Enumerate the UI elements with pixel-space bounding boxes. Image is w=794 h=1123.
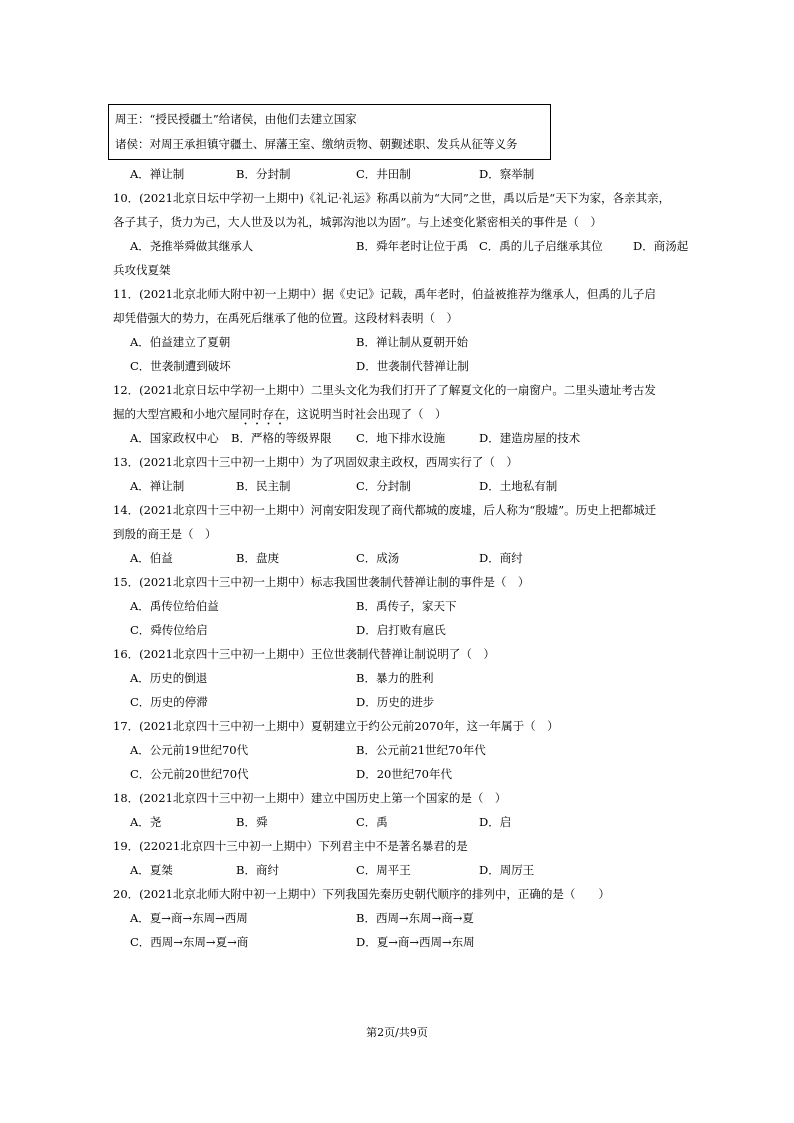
q13-option-c[interactable]: C．分封制 [356,479,411,493]
q20-option-c[interactable]: C．西周→东周→夏→商 [130,935,249,949]
q12-stem-line-2 [113,406,447,428]
q17-option-a[interactable]: A．公元前19世纪70代 [130,743,249,757]
q18-option-c[interactable]: C．禹 [356,815,388,829]
q11-option-a[interactable]: A．伯益建立了夏朝 [130,335,231,349]
q12-emphasized-text: 同时存在 [239,407,286,421]
q14-option-c[interactable]: C．成汤 [356,551,400,565]
q10-stem-line-1: 10．(2021北京日坛中学初一上期中)《礼记·礼运》称禹以前为“大同”之世，禹以后是“天下为家，各亲其亲， [113,191,671,205]
q12-option-c[interactable]: C．地下排水设施 [356,431,446,445]
source-material-box [108,104,551,160]
q15-option-d[interactable]: D．启打败有扈氏 [356,623,446,637]
q12-option-a[interactable]: A．国家政权中心 [130,431,219,445]
q17-stem-line-1: 17．(2021北京四十三中初一上期中）夏朝建立于约公元前2070年，这一年属于（ ） [113,719,559,733]
q18-option-a[interactable]: A．尧 [130,815,162,829]
q16-option-d[interactable]: D．历史的进步 [356,695,435,709]
q10-option-d[interactable]: D．商汤起 [633,239,689,253]
q19-option-c[interactable]: C．周平王 [356,863,411,877]
q14-option-a[interactable]: A．伯益 [130,551,173,565]
q15-option-a[interactable]: A．禹传位给伯益 [130,599,219,613]
q17-option-c[interactable]: C．公元前20世纪70代 [130,767,249,781]
q17-option-b[interactable]: B．公元前21世纪70年代 [356,743,486,757]
q12-option-b[interactable]: B．严格的等级界限 [231,431,332,445]
q11-option-b[interactable]: B．禅让制从夏朝开始 [356,335,468,349]
q15-option-b[interactable]: B．禹传子，家天下 [356,599,457,613]
q15-option-c[interactable]: C．舜传位给启 [130,623,208,637]
q12-option-d[interactable]: D．建造房屋的技术 [479,431,581,445]
q19-option-b[interactable]: B．商纣 [236,863,279,877]
q10-option-a[interactable]: A．尧推举舜做其继承人 [130,239,254,253]
q14-option-b[interactable]: B．盘庚 [236,551,279,565]
q20-option-d[interactable]: D．夏→商→西周→东周 [356,935,475,949]
q19-option-a[interactable]: A．夏桀 [130,863,173,877]
q19-stem-line-1: 19．(22021北京四十三中初一上期中）下列君主中不是著名暴君的是 [113,839,468,853]
q13-stem-line-1: 13．(2021北京四十三中初一上期中）为了巩固奴隶主政权，西周实行了（ ） [113,455,518,469]
box-line-2: 诸侯：对周王承担镇守疆土、屏藩王室、缴纳贡物、朝觐述职、发兵从征等义务 [115,137,518,151]
q11-stem-line-2: 却凭借强大的势力，在禹死后继承了他的位置。这段材料表明（ ） [113,311,458,325]
q15-stem-line-1: 15．(2021北京四十三中初一上期中）标志我国世袭制代替禅让制的事件是（ ） [113,575,530,589]
q20-stem-line-1: 20．(2021北京北师大附中初一上期中）下列我国先秦历史朝代顺序的排列中，正确的是（ ） [113,887,610,901]
q10-option-b[interactable]: B．舜年老时让位于禹 [356,239,468,253]
q10-option-c[interactable]: C．禹的儿子启继承其位 [479,239,603,253]
q10-option-d-continued: 兵攻伐夏桀 [113,263,171,277]
page-number-footer: 第2页/共9页 [366,1026,428,1039]
q9-option-d[interactable]: D．察举制 [479,167,535,181]
q17-option-d[interactable]: D．20世纪70年代 [356,767,452,781]
q18-option-b[interactable]: B．舜 [236,815,268,829]
q14-option-d[interactable]: D．商纣 [479,551,523,565]
q14-stem-line-1: 14．(2021北京四十三中初一上期中）河南安阳发现了商代都城的废墟，后人称为“殷墟”。历史上把都城迁 [113,503,657,517]
q18-stem-line-1: 18．(2021北京四十三中初一上期中）建立中国历史上第一个国家的是（ ） [113,791,507,805]
q12-stem-line-1: 12．(2021北京日坛中学初一上期中）二里头文化为我们打开了了解夏文化的一扇窗户。二里头遗址考古发 [113,383,656,397]
q20-option-b[interactable]: B．西周→东周→商→夏 [356,911,474,925]
q16-option-b[interactable]: B．暴力的胜利 [356,671,434,685]
q16-option-c[interactable]: C．历史的停滞 [130,695,208,709]
q11-option-d[interactable]: D．世袭制代替禅让制 [356,359,469,373]
q12-stem-part-c: ，这说明当时社会出现了（ ） [285,407,447,421]
q9-option-b[interactable]: B．分封制 [236,167,291,181]
q9-option-c[interactable]: C．井田制 [356,167,411,181]
q20-option-a[interactable]: A．夏→商→东周→西周 [130,911,248,925]
q14-stem-line-2: 到殷的商王是（ ） [113,527,217,541]
q11-option-c[interactable]: C．世袭制遭到破坏 [130,359,231,373]
q12-stem-part-a: 掘的大型宫殿和小地穴屋 [113,407,240,421]
q16-stem-line-1: 16．(2021北京四十三中初一上期中）王位世袭制代替禅让制说明了（ ） [113,647,495,661]
q10-stem-line-2: 各子其子，货力为己，大人世及以为礼，城郭沟池以为固”。与上述变化紧密相关的事件是（ ） [113,215,602,229]
q19-option-d[interactable]: D．周厉王 [479,863,535,877]
q16-option-a[interactable]: A．历史的倒退 [130,671,208,685]
q11-stem-line-1: 11．(2021北京北师大附中初一上期中）据《史记》记载，禹年老时，伯益被推荐为继承人，但禹的儿子启 [113,287,656,301]
q18-option-d[interactable]: D．启 [479,815,512,829]
q13-option-b[interactable]: B．民主制 [236,479,291,493]
q13-option-a[interactable]: A．禅让制 [130,479,185,493]
q13-option-d[interactable]: D．土地私有制 [479,479,558,493]
q9-option-a[interactable]: A．禅让制 [130,167,185,181]
box-line-1: 周王：“授民授疆土”给诸侯，由他们去建立国家 [115,112,357,126]
